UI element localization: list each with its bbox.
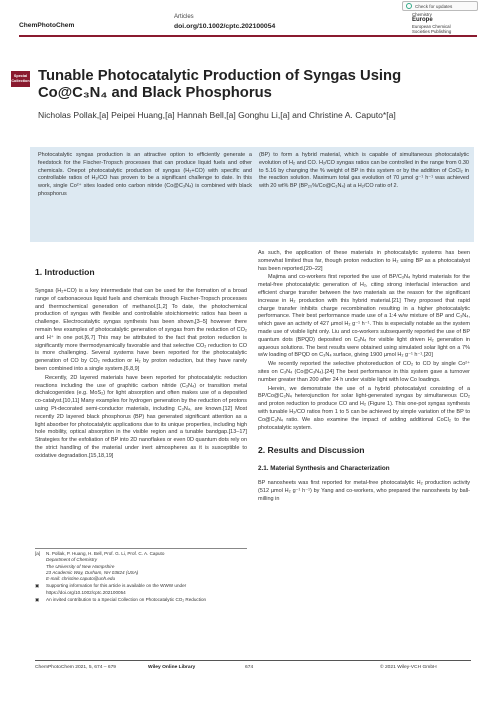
logo-line-4: Societies Publishing <box>412 28 452 34</box>
affiliation-dept: Department of Chemistry <box>46 557 98 563</box>
invited-contribution-note: An invited contribution to a Special Collection on Photocatalytic CO₂ Reduction <box>46 597 207 603</box>
affiliation-univ: The University of New Hampshire <box>46 563 115 569</box>
title-line-2: Co@C₃N₄ and Black Phosphorus <box>38 85 272 101</box>
subsection-heading: 2.1. Material Synthesis and Characterization <box>258 465 390 473</box>
author-list: Nicholas Pollak,[a] Peipei Huang,[a] Hannah Bell,[a] Gonghu Li,[a] and Christine A. Caputo*[a] <box>38 110 396 120</box>
journal-name: ChemPhotoChem <box>19 22 75 29</box>
footer-divider <box>35 660 471 661</box>
abstract-left: Photocatalytic syngas production is an attractive option to efficiently generate a feedstock for the Fischer-Tropsch processes that can produce liquid fuels and other chemicals. Onepot photocatalytic production of syngas (H₂+CO) with specific and controllable ratios of H₂/CO has proven to be a significant challenge to date. In this work, single Co²⁺ sites loaded onto carbon nitride (Co@C₃N₄) is combined with black phosphorus <box>38 152 252 197</box>
footnote-divider <box>35 548 247 549</box>
footer-copyright: © 2021 Wiley-VCH GmbH <box>380 665 437 670</box>
footer-wiley-link[interactable]: Wiley Online Library <box>148 665 196 670</box>
page-number: 674 <box>245 665 254 670</box>
col2-paragraph-3: We recently reported the selective photoreduction of CO₂ to CO by single Co²⁺ sites on C₃N₄ (Co@C₃N₄).[24] The best performance in this system gave a turnover number greater than 200 after 24 h under visible light with low Co loadings. <box>258 361 470 383</box>
section-label: Articles <box>174 14 194 20</box>
section-heading-results: 2. Results and Discussion <box>258 445 365 456</box>
results-paragraph-1: BP nanosheets was first reported for metal-free photocatalytic H₂ production activity (512 µmol H₂ g⁻¹ h⁻¹) by Yang and co-workers, who prepared the nanosheets by ball-milling in <box>258 480 470 502</box>
article-title <box>38 68 468 102</box>
intro-paragraph-1: Syngas (H₂+CO) is a key intermediate that can be used for the formation of a broad range of carbonaceous liquid fuels and chemicals through Fischer-Tropsch processes and thermochemical generation of methanol.[1,2] To date, the photochemical production of syngas with flexible and controllable stoichiometric ratios has been a challenge. Electrocatalytic syngas synthesis has been shown,[3–5] however there remain few examples of photocatalytic generation of syngas from the reduction of CO₂ and H⁺ in one pot.[6,7] This may be attributed to the fact that proton reduction is significantly more thermodynamically favorable and that selective CO₂ reduction to CO is more challenging. Several systems have been reported for the photocatalytic generation of CO by CO₂ reduction or H₂ by proton reduction, but they have rarely been combined into a single system.[6,8,9] <box>35 288 247 372</box>
intro-paragraph-2: Recently, 2D layered materials have been reported for photocatalytic reduction reactions including the use of graphitic carbon nitride (C₃N₄) or transition metal dichalcogenides (e.g. MoS₂) for light absorption and often makes use of a deposited co-catalyst.[10,11] Many examples for hydrogen generation by the reduction of protons using Pt-decorated semi-conductor materials, including C₃N₄, are known.[12] Most recently 2D layered black phosphorus (BP) has generated significant attention as a light absorber for photocatalytic applications due to its unique properties, including high hole mobility, optical absorption in the visible region and a tunable bandgap.[13–17] Strategies for the exfoliation of BP into 2D nanoflakes or even 0D quantum dots rely on the strict handling of the material under inert atmospheres as it is susceptible to oxidative degradation.[15,18,19] <box>35 374 247 459</box>
affiliation-key: [a] <box>35 551 41 556</box>
affiliation-names: N. Pollak, P. Huang, H. Bell, Prof. G. Li, Prof. C. A. Caputo <box>46 551 165 556</box>
footnotes <box>35 551 247 603</box>
affiliation-address: 23 Academic Way, Durham, NH 03824 (USA) <box>46 569 139 575</box>
abstract-right: (BP) to form a hybrid material, which is capable of simultaneous photocatalytic evolution of H₂ and CO. H₂/CO syngas ratios can be controlled in the range from 0.30 to 5.16 by changing the % weight of BP in this system or by the addition of CoCl₂ in the reaction solution. Maximum total gas evolution of 70 µmol g⁻¹ h⁻¹ was achieved with 20 wt% BP (BP₂₀%/Co@C₃N₄) at a H₂/CO ratio of 2. <box>259 152 469 190</box>
special-collection-badge <box>11 71 30 87</box>
col2-paragraph-1: As such, the application of these materials in photocatalytic systems has been somewhat limited thus far, though proton reduction to H₂ using BP as a photocatalyst has been reported.[20–22] <box>258 250 470 272</box>
update-icon <box>406 3 412 9</box>
col2-paragraph-2: Majima and co-workers first reported the use of BP/C₃N₄ hybrid materials for the metal-free photocatalytic generation of H₂, citing strong interfacial interaction and efficient charge transfer between the two materials as the reason for the significant increase in H₂ production with this hybrid material.[21] They proposed that rapid charge transfer inhibits charge recombination resulting in a higher photocatalytic performance. Their best performance made use of a 1:4 w/w mixture of BP and C₃N₄, which gave an activity of 427 µmol H₂ g⁻¹ h⁻¹. This is especially notable as the system made use of visible light only. Liu and co-workers subsequently reported the use of BP quantum dots (BPQD) deposited on C₃N₄ for visible light driven H₂ generation in aqueous solutions. The best results were obtained using simulated solar light on a 7% w/w loading of BPQD on C₃N₄ surface, giving 1900 µmol H₂ g⁻¹ h⁻¹.[20] <box>258 274 470 359</box>
check-updates-button[interactable] <box>402 1 478 11</box>
col2-paragraph-4: Herein, we demonstrate the use of a hybrid photocatalyst consisting of a BP/Co@C₃N₄ heterojunction for solar light-generated syngas by simultaneous CO₂ and proton reduction to produce CO and H₂ (Figure 1). This one-pot syngas synthesis with tunable H₂/CO ratios from 1 to 5 can be achieved by simple variation of the BP to Co@C₃N₄ ratio. We also examine the impact of adding additional CoCl₂ to the photocatalytic system. <box>258 385 470 431</box>
footer-citation: ChemPhotoChem 2021, 5, 674 – 679 <box>35 665 117 670</box>
check-updates-label: Check for updates <box>415 3 453 9</box>
invited-contribution-icon: ▣ <box>35 597 40 603</box>
affiliation-email[interactable]: E-mail: christine.caputo@unh.edu <box>46 576 116 582</box>
badge-line-2: Collection <box>11 78 30 83</box>
column-right <box>258 250 470 505</box>
section-heading-introduction: 1. Introduction <box>35 267 95 277</box>
chemistry-europe-logo <box>412 12 451 34</box>
doi-link[interactable]: doi.org/10.1002/cptc.202100054 <box>174 23 276 30</box>
logo-line-3: European Chemical <box>412 23 451 29</box>
badge-line-1: Special <box>13 74 28 78</box>
logo-line-2: Europe <box>412 17 433 24</box>
title-line-1: Tunable Photocatalytic Production of Syngas Using <box>38 68 402 84</box>
supporting-info-note[interactable]: Supporting information for this article is available on the WWW under https://doi.org/10.1002/cptc.202100054 <box>46 583 187 595</box>
supporting-info-icon: ▣ <box>35 583 40 589</box>
logo-line-1: Chemistry <box>412 12 432 17</box>
column-left <box>35 267 247 462</box>
header-divider <box>19 35 477 37</box>
